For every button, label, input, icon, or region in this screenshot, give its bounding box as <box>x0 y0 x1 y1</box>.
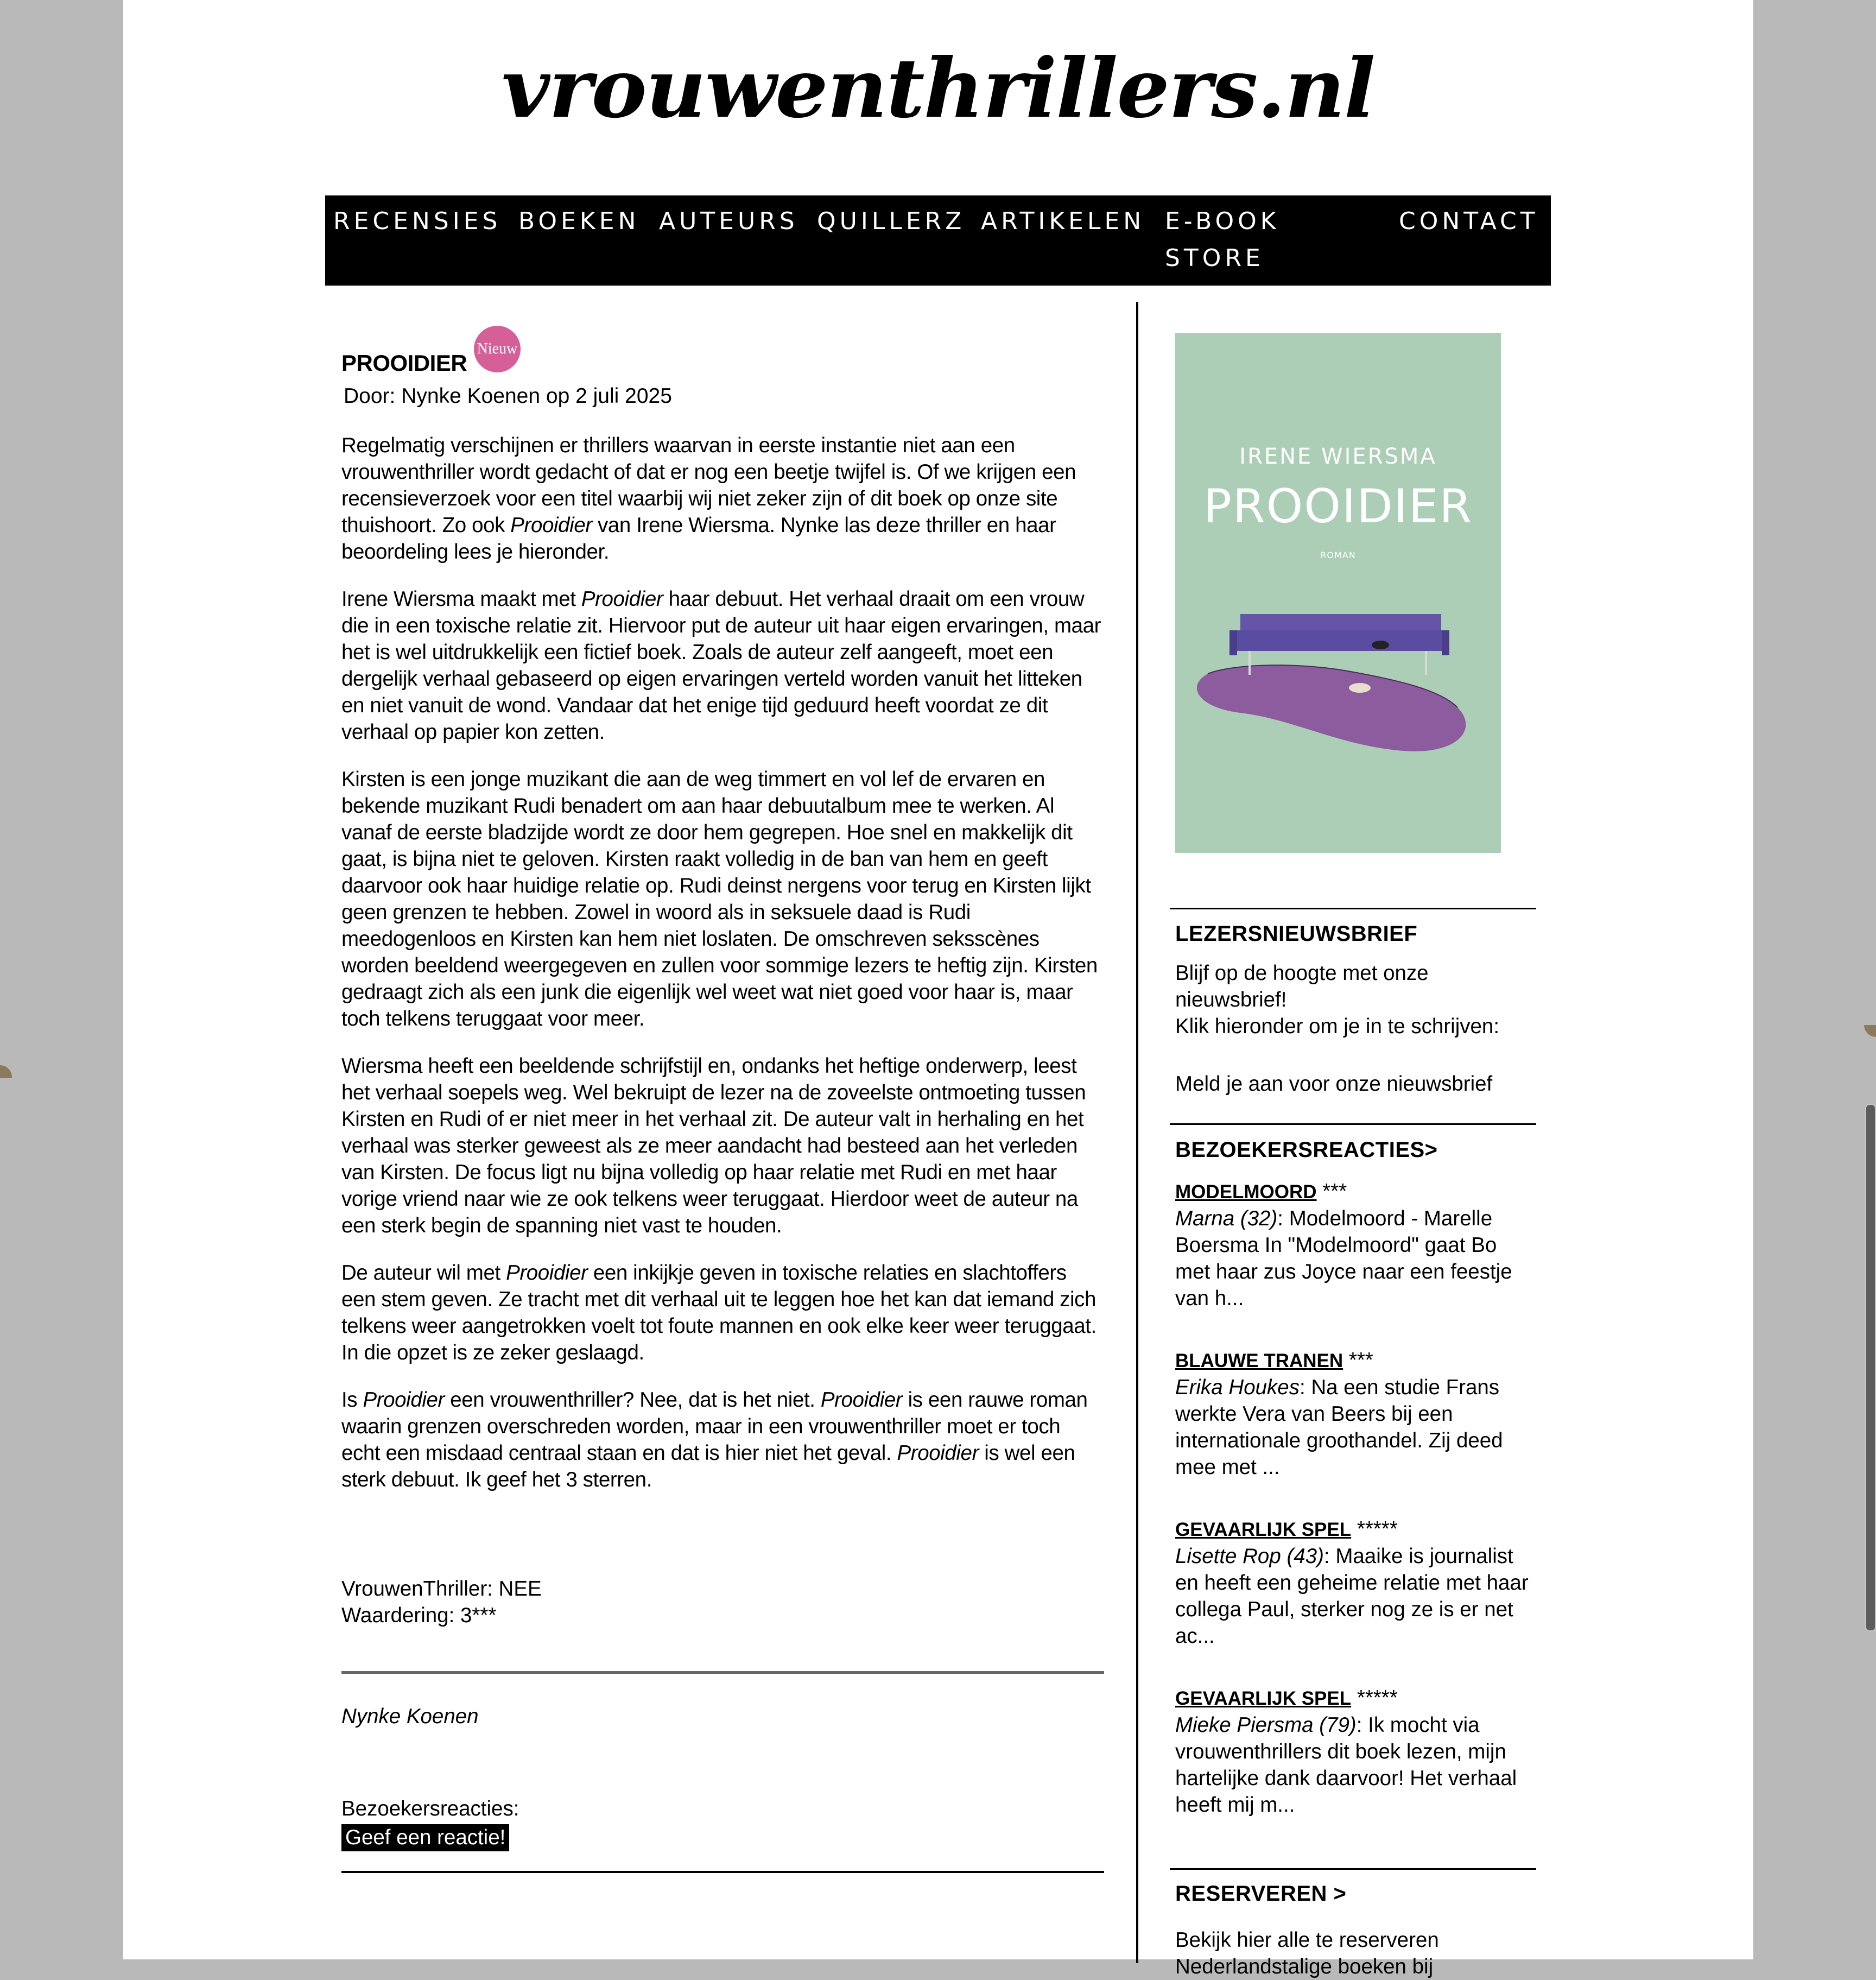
reaction-text: : Na een studie Frans werkte Vera van Beers bij een internationale groothandel. Zij deed mee met ... <box>1175 1376 1503 1479</box>
book-title-italic: Prooidier <box>510 514 592 537</box>
divider <box>341 1671 1104 1674</box>
cover-illustration-sofa-rug <box>1175 333 1501 853</box>
site-logo[interactable]: vrouwenthrillers.nl <box>502 41 1374 136</box>
text: een inkijkje geven in toxische relaties en slachtoffers een stem geven. Ze tracht met dit verhaal uit te leggen hoe het kan dat iemand zich telkens weer aangetrokken voelt tot foute mannen en ook elke keer weer teruggaat. In die opzet is ze zeker geslaagd. <box>341 1261 1097 1364</box>
paragraph <box>341 586 1104 745</box>
main-nav <box>325 195 1551 286</box>
verdict-line: VrouwenThriller: NEE <box>341 1577 542 1601</box>
book-title-italic: Prooidier <box>820 1388 903 1412</box>
byline <box>344 384 672 408</box>
reactions-heading[interactable]: BEZOEKERSREACTIES> <box>1175 1138 1438 1162</box>
newsletter-intro <box>1175 960 1536 1040</box>
text: van Irene Wiersma. Nynke las deze thriller en haar beoordeling lees je hieronder. <box>341 514 1056 564</box>
article-body <box>341 432 1104 1514</box>
reaction-stars: ***** <box>1357 1686 1398 1710</box>
reaction-stars: *** <box>1348 1349 1373 1372</box>
reaction-author: Lisette Rop (43) <box>1175 1545 1324 1568</box>
give-reaction-button[interactable]: Geef een reactie! <box>341 1824 509 1851</box>
text: Wiersma heeft een beeldende schrijfstijl en, ondanks het heftige onderwerp, leest het verhaal soepels weg. Wel bekruipt de lezer na de zoveelste ontmoeting tussen Kirsten en Rudi of er niet meer in het verhaal zit. De auteur valt in herhaling en het verhaal was sterker geweest als ze meer aandacht had besteed aan het verleden van Kirsten. De focus ligt nu bijna volledig op haar relatie met Rudi en met haar vorige vriend naar wie ze ook telkens weer teruggaat. Hierdoor weet de auteur na een sterk begin de spanning niet vast te houden. <box>341 1054 1086 1237</box>
nav-item-auteurs[interactable]: AUTEURS <box>659 207 798 235</box>
reaction-item <box>1175 1347 1536 1481</box>
divider <box>341 1871 1104 1873</box>
reserveren-text <box>1175 1927 1536 1980</box>
paragraph <box>341 432 1104 565</box>
cover-title: PROOIDIER <box>1203 479 1473 534</box>
reaction-item <box>1175 1685 1536 1818</box>
text: haar debuut. Het verhaal draait om een vrouw die in een toxische relatie zit. Hiervoor put de auteur uit haar eigen ervaringen, maar het is wel uitdrukkelijk een fictief boek. Zoals de auteur zelf aangeeft, moet een dergelijk verhaal gebaseerd op eigen ervaringen verteld worden vanuit het litteken en niet vanuit de wond. Vandaar dat het enige tijd geduurd heeft voordat ze dit verhaal op papier kon zetten. <box>341 587 1101 744</box>
reaction-author: Mieke Piersma (79) <box>1175 1713 1357 1737</box>
reaction-author: Marna (32) <box>1175 1207 1278 1230</box>
divider <box>1170 1123 1536 1125</box>
cover-subtitle: ROMAN <box>1320 550 1356 560</box>
paragraph <box>341 1387 1104 1493</box>
book-title-italic: Prooidier <box>581 587 663 611</box>
reaction-author: Erika Houkes <box>1175 1376 1300 1399</box>
text: Bekijk hier alle te reserveren <box>1175 1928 1439 1952</box>
text: Nederlandstalige boeken bij <box>1175 1955 1434 1978</box>
text: een vrouwenthriller? Nee, dat is het niet. <box>444 1388 821 1412</box>
page-scrollbar[interactable] <box>1865 1104 1876 1631</box>
article-title: PROOIDIER <box>341 350 467 376</box>
text: is een rauwe roman waarin grenzen overschreden worden, maar in een vrouwenthriller moet er toch echt een misdaad centraal staan en dat is hier niet het geval. <box>341 1388 1088 1465</box>
newsletter-heading: LEZERSNIEUWSBRIEF <box>1175 922 1418 946</box>
nav-item-artikelen[interactable]: ARTIKELEN <box>981 207 1145 235</box>
reviewer-signature: Nynke Koenen <box>341 1705 479 1728</box>
cover-author: IRENE WIERSMA <box>1239 444 1437 469</box>
new-badge: Nieuw <box>474 326 521 372</box>
nav-item-recensies[interactable]: RECENSIES <box>333 207 502 235</box>
byline-value: Nynke Koenen op 2 juli 2025 <box>401 384 672 408</box>
text: Klik hieronder om je in te schrijven: <box>1175 1015 1500 1038</box>
divider <box>1170 908 1536 909</box>
window-corner-right <box>1864 1025 1876 1037</box>
reaction-text: : Ik mocht via vrouwenthrillers dit boek lezen, mijn hartelijke dank daarvoor! Het verhaal heeft mij m... <box>1175 1713 1517 1817</box>
column-divider <box>1136 302 1138 1963</box>
reaction-text: : Maaike is journalist en heeft een geheime relatie met haar collega Paul, sterker nog ze is er net ac... <box>1175 1545 1529 1648</box>
nav-item-store[interactable]: STORE <box>1165 244 1264 272</box>
nav-item-contact[interactable]: CONTACT <box>1399 207 1539 235</box>
newsletter-signup-link[interactable]: Meld je aan voor onze nieuwsbrief <box>1175 1072 1493 1096</box>
nav-item-quillerz[interactable]: QUILLERZ <box>817 207 966 235</box>
text: Regelmatig verschijnen er thrillers waarvan in eerste instantie niet aan een vrouwenthriller wordt gedacht of dat er nog een beetje twijfel is. Of we krijgen een recensieverzoek voor een titel waarbij wij niet zeker zijn of dit boek op onze site thuishoort. Zo ook <box>341 434 1076 537</box>
window-corner-left <box>0 1065 12 1078</box>
text: is wel een sterk debuut. Ik geef het 3 sterren. <box>341 1441 1075 1491</box>
reaction-stars: *** <box>1322 1180 1347 1203</box>
text: Blijf op de hoogte met onze nieuwsbrief! <box>1175 961 1429 1011</box>
reaction-book-link[interactable]: BLAUWE TRANEN <box>1175 1350 1343 1371</box>
reaction-item <box>1175 1178 1536 1312</box>
text: De auteur wil met <box>341 1261 506 1285</box>
divider <box>1170 1868 1536 1870</box>
book-title-italic: Prooidier <box>363 1388 445 1412</box>
reaction-item <box>1175 1516 1536 1649</box>
byline-label: Door: <box>344 384 396 408</box>
nav-item-ebook[interactable]: E-BOOK <box>1165 207 1280 235</box>
review-meta <box>341 1576 542 1629</box>
rating-line: Waardering: 3*** <box>341 1604 497 1627</box>
paragraph <box>341 1260 1104 1366</box>
paragraph <box>341 1053 1104 1239</box>
paragraph <box>341 766 1104 1032</box>
text: Is <box>341 1388 363 1412</box>
reaction-text: : Modelmoord - Marelle Boersma In "Modelmoord" gaat Bo met haar zus Joyce naar een feestje van h... <box>1175 1207 1512 1310</box>
reaction-book-link[interactable]: MODELMOORD <box>1175 1181 1317 1203</box>
reserveren-heading[interactable]: RESERVEREN > <box>1175 1882 1347 1906</box>
reactions-label: Bezoekersreacties: <box>341 1797 519 1820</box>
nav-item-boeken[interactable]: BOEKEN <box>518 207 640 235</box>
text: Kirsten is een jonge muzikant die aan de weg timmert en vol lef de ervaren en bekende muzikant Rudi benadert om aan haar debuutalbum mee te werken. Al vanaf de eerste bladzijde wordt ze door hem gegrepen. Hoe snel en makkelijk dit gaat, is bijna niet te geloven. Kirsten raakt volledig in de ban van hem en geeft daarvoor ook haar huidige relatie op. Rudi deinst nergens voor terug en Kirsten lijkt geen grenzen te hebben. Zowel in woord als in seksuele daad is Rudi meedogenloos en Kirsten kan hem niet loslaten. De omschreven seksscènes worden beeldend weergegeven en zullen voor sommige lezers te heftig zijn. Kirsten gedraagt zich als een junk die eigenlijk wel weet wat niet goed voor haar is, maar toch telkens teruggaat voor meer. <box>341 768 1098 1030</box>
book-title-italic: Prooidier <box>897 1441 979 1465</box>
reaction-book-link[interactable]: GEVAARLIJK SPEL <box>1175 1519 1352 1540</box>
reaction-stars: ***** <box>1357 1517 1398 1541</box>
reaction-book-link[interactable]: GEVAARLIJK SPEL <box>1175 1688 1352 1709</box>
book-title-italic: Prooidier <box>506 1261 588 1285</box>
book-cover[interactable] <box>1175 333 1501 853</box>
text: Irene Wiersma maakt met <box>341 587 581 611</box>
